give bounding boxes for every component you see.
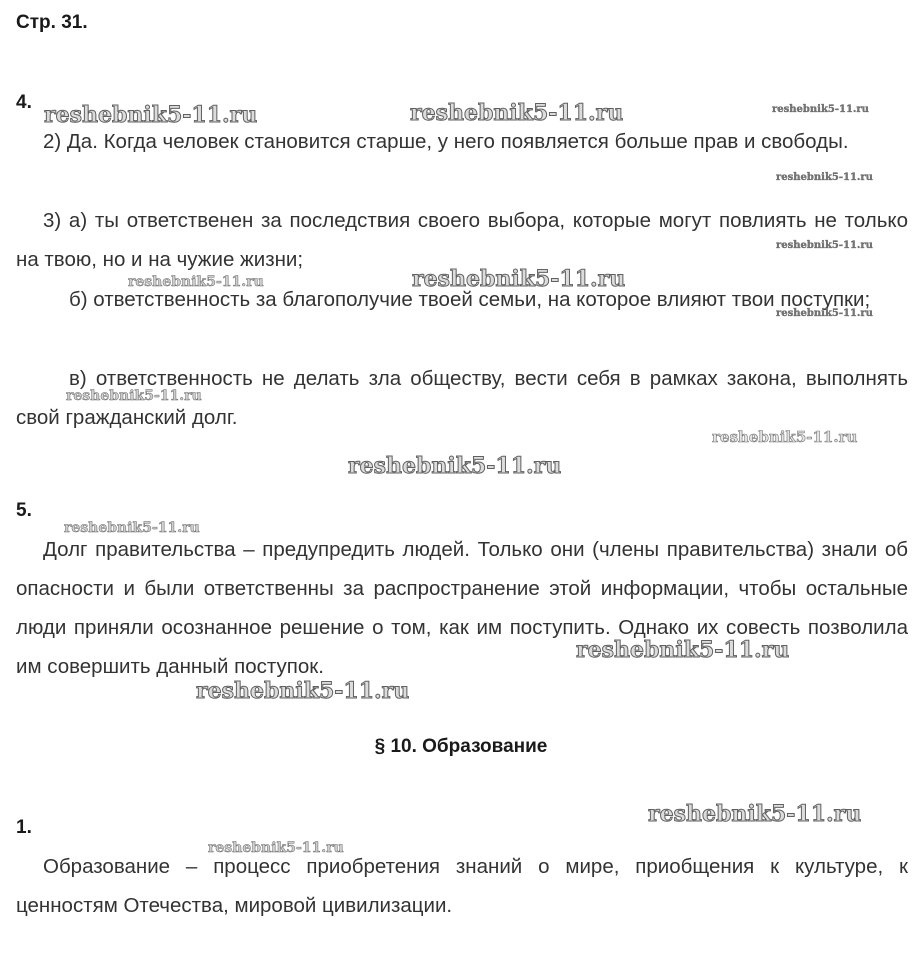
task-4-answer-3a: 3) а) ты ответственен за последствия своего выбора, которые могут повлиять не только на твою, но и на чужие жизни; <box>16 209 908 271</box>
task-4-answer-2: 2) Да. Когда человек становится старше, у него появляется больше прав и свободы. <box>43 130 849 153</box>
watermark-logo: reshebnik5-11.ru <box>196 678 410 704</box>
watermark-logo: reshebnik5-11.ru <box>64 520 200 536</box>
task-5-answer: Долг правительства – предупредить людей. Только они (члены правительства) знали об опасности и были ответственны за распространение этой информации, чтобы остальные люди приняли осознанное решение о том, как им поступить. Однако их совесть позволила им совершить данный поступок. <box>16 538 908 678</box>
watermark-logo: reshebnik5-11.ru <box>66 388 202 404</box>
page-header: Стр. 31. <box>16 12 88 33</box>
task-1-number: 1. <box>16 817 32 838</box>
watermark-logo: reshebnik5-11.ru <box>776 308 873 319</box>
watermark-logo: reshebnik5-11.ru <box>648 801 862 827</box>
watermark-logo: reshebnik5-11.ru <box>44 102 258 128</box>
watermark-logo: reshebnik5-11.ru <box>410 100 624 126</box>
watermark-logo: reshebnik5-11.ru <box>412 266 626 292</box>
watermark-logo: reshebnik5-11.ru <box>208 840 344 856</box>
task-4-answer-3c: в) ответственность не делать зла обществу, вести себя в рамках закона, выполнять свой гражданский долг. <box>16 367 908 429</box>
task-4-answer-3b: б) ответственность за благополучие твоей семьи, на которое влияют твои поступки; <box>69 288 871 311</box>
watermark-logo: reshebnik5-11.ru <box>772 104 869 115</box>
watermark-logo: reshebnik5-11.ru <box>128 274 264 290</box>
task-1-answer: Образование – процесс приобретения знаний о мире, приобщения к культуре, к ценностям Отечества, мировой цивилизации. <box>16 855 908 917</box>
task-4-number: 4. <box>16 92 32 113</box>
watermark-logo: reshebnik5-11.ru <box>348 453 562 479</box>
watermark-logo: reshebnik5-11.ru <box>776 240 873 251</box>
section-title: § 10. Образование <box>374 736 548 757</box>
watermark-logo: reshebnik5-11.ru <box>776 172 873 183</box>
watermark-logo: reshebnik5-11.ru <box>712 428 858 446</box>
task-5-number: 5. <box>16 500 32 521</box>
watermark-logo: reshebnik5-11.ru <box>576 637 790 663</box>
